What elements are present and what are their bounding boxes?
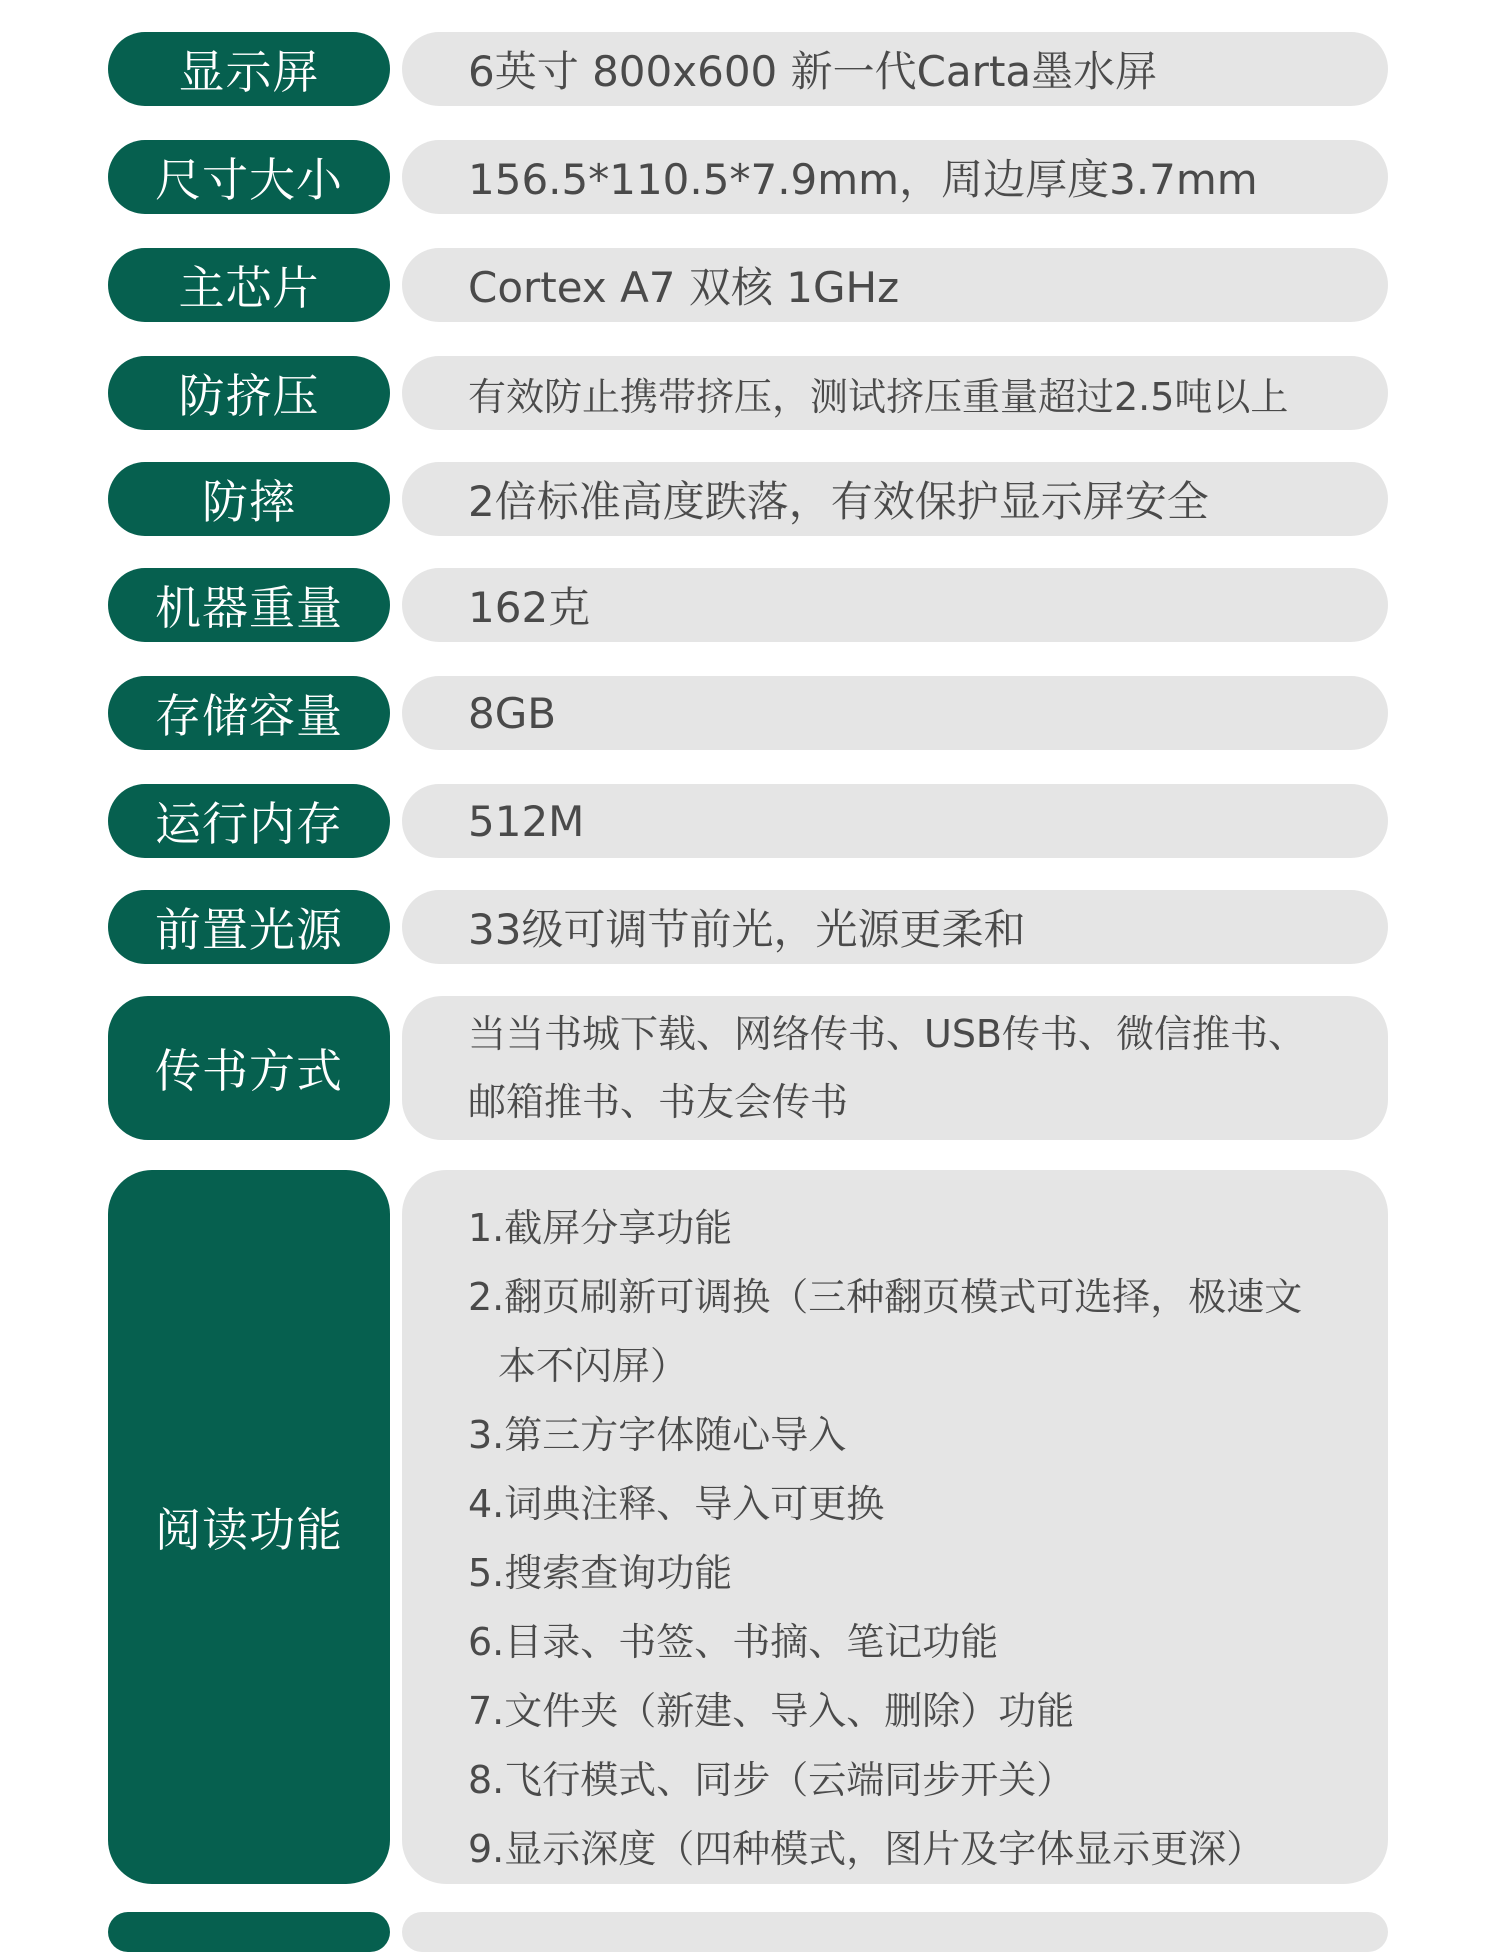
spec-row-reading [108,1170,1388,1884]
spec-label-partial [108,1912,390,1952]
spec-label: 阅读功能 [108,1170,390,1884]
spec-value: 156.5*110.5*7.9mm，周边厚度3.7mm [402,140,1388,214]
spec-value: 33级可调节前光，光源更柔和 [402,890,1388,964]
spec-value-partial [402,1912,1388,1952]
spec-value: 有效防止携带挤压，测试挤压重量超过2.5吨以上 [402,356,1388,430]
transfer-line: 当当书城下载、网络传书、USB传书、微信推书、 [468,1012,1307,1056]
spec-label: 存储容量 [108,676,390,750]
list-item: 8.飞行模式、同步（云端同步开关） [468,1758,1075,1802]
spec-label: 前置光源 [108,890,390,964]
spec-row-cutoff [108,1912,1388,1952]
spec-label: 主芯片 [108,248,390,322]
list-item: 3.第三方字体随心导入 [468,1413,847,1457]
spec-value: 6英寸 800x600 新一代Carta墨水屏 [402,32,1388,106]
spec-row-display [108,32,1388,106]
spec-value: 162克 [402,568,1388,642]
spec-row-storage [108,676,1388,750]
spec-row-frontlight [108,890,1388,964]
spec-value: 512M [402,784,1388,858]
spec-label: 机器重量 [108,568,390,642]
transfer-line: 邮箱推书、书友会传书 [468,1080,849,1124]
list-item: 5.搜索查询功能 [468,1551,733,1595]
list-item: 4.词典注释、导入可更换 [468,1482,885,1526]
list-item: 7.文件夹（新建、导入、删除）功能 [468,1689,1075,1733]
spec-row-size [108,140,1388,214]
spec-row-transfer [108,996,1388,1140]
list-item: 2.翻页刷新可调换（三种翻页模式可选择，极速文 [468,1275,1303,1319]
spec-label: 尺寸大小 [108,140,390,214]
spec-label: 防摔 [108,462,390,536]
spec-value: 8GB [402,676,1388,750]
spec-label: 显示屏 [108,32,390,106]
list-item: 9.显示深度（四种模式，图片及字体显示更深） [468,1827,1265,1871]
spec-row-memory [108,784,1388,858]
list-item: 1.截屏分享功能 [468,1206,733,1250]
reading-feature-list [402,1170,1388,1884]
spec-row-weight [108,568,1388,642]
spec-row-pressure [108,356,1388,430]
list-item: 本不闪屏） [498,1344,689,1388]
spec-value [402,996,1388,1140]
spec-value: Cortex A7 双核 1GHz [402,248,1388,322]
spec-label: 传书方式 [108,996,390,1140]
list-item: 6.目录、书签、书摘、笔记功能 [468,1620,999,1664]
spec-label: 防挤压 [108,356,390,430]
spec-row-chip [108,248,1388,322]
spec-value: 2倍标准高度跌落，有效保护显示屏安全 [402,462,1388,536]
spec-label: 运行内存 [108,784,390,858]
spec-row-drop [108,462,1388,536]
